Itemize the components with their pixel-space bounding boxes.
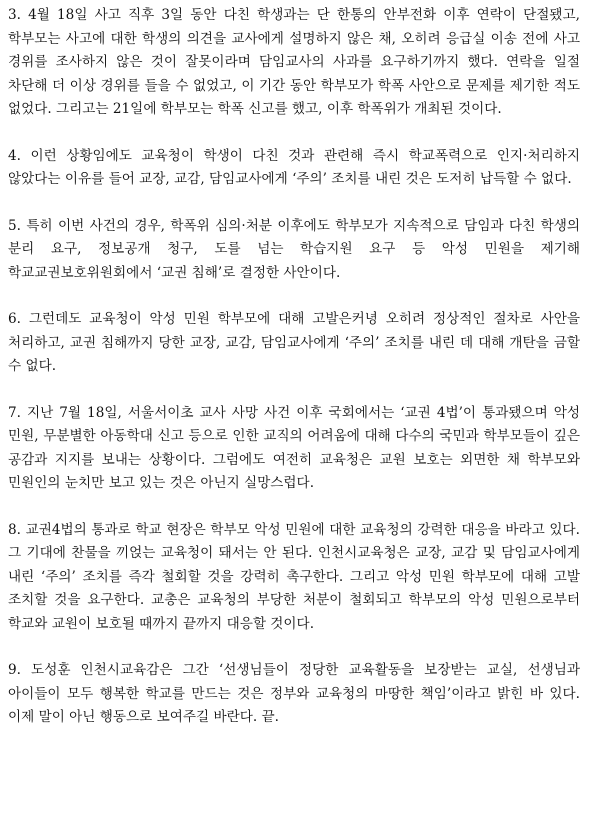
paragraph-4: 4. 이런 상황임에도 교육청이 학생이 다친 것과 관련해 즉시 학교폭력으로 인지·처리하지 않았다는 이유를 들어 교장, 교감, 담임교사에게 ‘주의’ 조치를 내린 것은 도저히 납득할 수 없다. [8, 147, 580, 187]
paragraph-3: 3. 4월 18일 사고 직후 3일 동안 다친 학생과는 단 한통의 안부전화 이후 연락이 단절됐고, 학부모는 사고에 대한 학생의 의견을 교사에게 설명하지 않은 채, 오히려 응급실 이송 전에 사고 경위를 조사하지 않은 것이 잘못이라며 담임교사의 사과를 요구하기까지 했다. 연락을 일절 차단해 더 이상 경위를 들을 수 없었고, 이 기간 동안 학부모가 학폭 사안으로 문제를 제기한 적도 없었다. 그리고는 21일에 학부모는 학폭 신고를 했고, 이후 학폭위가 개최된 것이다. [8, 7, 580, 117]
paragraph-5: 5. 특히 이번 사건의 경우, 학폭위 심의·처분 이후에도 학부모가 지속적으로 담임과 다친 학생의 분리 요구, 정보공개 청구, 도를 넘는 학습지원 요구 등 악성 민원을 제기해 학교교권보호위원회에서 ‘교권 침해’로 결정한 사안이다. [8, 217, 580, 281]
paragraph-6: 6. 그런데도 교육청이 악성 민원 학부모에 대해 고발은커녕 오히려 정상적인 절차로 사안을 처리하고, 교권 침해까지 당한 교장, 교감, 담임교사에게 ‘주의’ 조치를 내린 데 대해 개탄을 금할 수 없다. [8, 311, 580, 374]
paragraph-8: 8. 교권4법의 통과로 학교 현장은 학부모 악성 민원에 대한 교육청의 강력한 대응을 바라고 있다. 그 기대에 찬물을 끼얹는 교육청이 돼서는 안 된다. 인천시교육청은 교장, 교감 및 담임교사에게 내린 ‘주의’ 조치를 즉각 철회할 것을 강력히 촉구한다. 그리고 악성 민원 학부모에 대해 고발 조치할 것을 요구한다. 교총은 교육청의 부당한 처분이 철회되고 학부모의 악성 민원으로부터 학교와 교원이 보호될 때까지 끝까지 대응할 것이다. [8, 521, 580, 632]
paragraph-7: 7. 지난 7월 18일, 서울서이초 교사 사망 사건 이후 국회에서는 ‘교권 4법’이 통과됐으며 악성 민원, 무분별한 아동학대 신고 등으로 인한 교직의 어려움에 대해 다수의 국민과 학부모들이 깊은 공감과 지지를 보내는 상황이다. 그럼에도 여전히 교육청은 교원 보호는 외면한 채 학부모와 민원인의 눈치만 보고 있는 것은 아닌지 실망스럽다. [8, 404, 580, 491]
paragraph-9: 9. 도성훈 인천시교육감은 그간 ‘선생님들이 정당한 교육활동을 보장받는 교실, 선생님과 아이들이 모두 행복한 학교를 만드는 것은 정부와 교육청의 마땅한 책임’이라고 밝힌 바 있다. 이제 말이 아닌 행동으로 보여주길 바란다. 끝. [8, 662, 580, 725]
document-body [8, 4, 580, 730]
